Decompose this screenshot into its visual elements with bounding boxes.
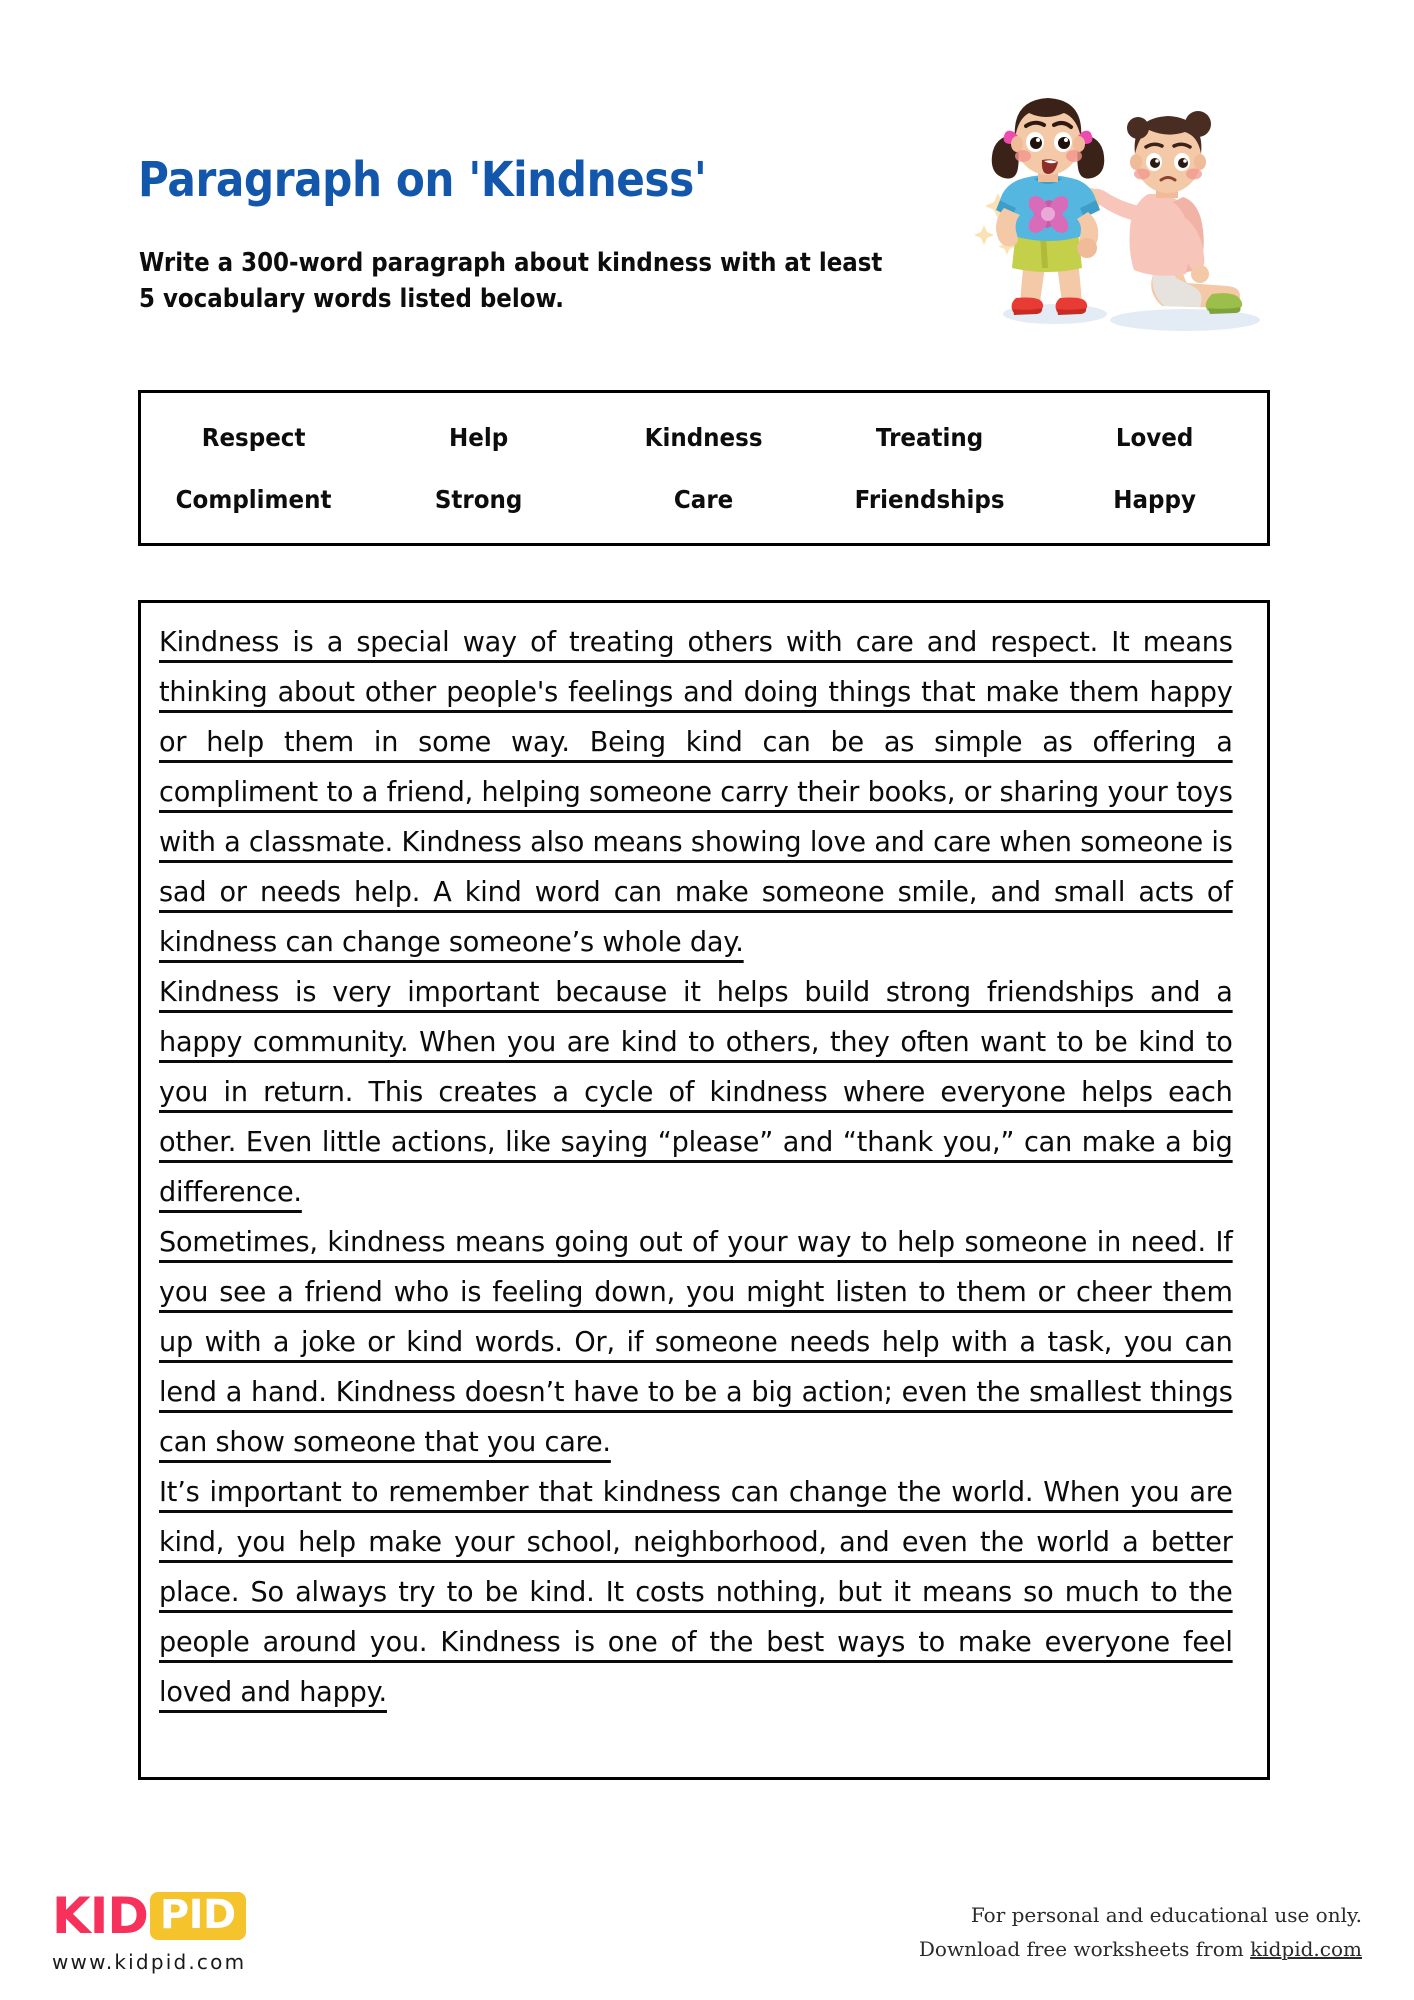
vocabulary-word: Friendships bbox=[854, 484, 1005, 514]
logo-wordmark bbox=[52, 1887, 246, 1945]
vocabulary-word: Care bbox=[674, 484, 734, 514]
answer-paragraph: Sometimes, kindness means going out of your way to help someone in need. If you see a friend who is feeling down, you might listen to them or cheer them up with a joke or kind words. Or, if someone needs help with a task, you can lend a hand. Kindness doesn’t have to be a big action; even the smallest things can show someone that you care. bbox=[159, 1226, 1233, 1458]
kidpid-website-link[interactable]: kidpid.com bbox=[1250, 1937, 1362, 1961]
page-title: Paragraph on 'Kindness' bbox=[138, 152, 707, 208]
footer-download-line bbox=[919, 1932, 1362, 1966]
answer-paragraph: Kindness is a special way of treating others with care and respect. It means thinking about other people's feelings and doing things that make them happy or help them in some way. Being kind can be as simple as offering a compliment to a friend, helping someone carry their books, or sharing your toys with a classmate. Kindness also means showing love and care when someone is sad or needs help. A kind word can make someone smile, and small acts of kindness can change someone’s whole day. bbox=[159, 626, 1233, 958]
page-footer bbox=[0, 1880, 1414, 2000]
worksheet-header bbox=[0, 0, 1414, 370]
vocabulary-word-bank bbox=[138, 390, 1270, 546]
kidpid-logo[interactable] bbox=[52, 1887, 247, 1974]
vocabulary-word: Help bbox=[449, 422, 509, 452]
vocabulary-word: Kindness bbox=[645, 422, 763, 452]
vocabulary-word: Treating bbox=[875, 422, 983, 452]
answer-paragraph: Kindness is very important because it helps build strong friendships and a happy community. When you are kind to others, they often want to be kind to you in return. This creates a cycle of kindness where everyone helps each other. Even little actions, like saying “please” and “thank you,” can make a big difference. bbox=[159, 976, 1233, 1208]
footer-usage-notes bbox=[919, 1898, 1362, 1966]
vocabulary-word: Loved bbox=[1115, 422, 1194, 452]
logo-pid-badge: PID bbox=[150, 1892, 246, 1940]
vocabulary-row bbox=[141, 468, 1267, 530]
vocabulary-word: Respect bbox=[201, 422, 306, 452]
worksheet-instructions: Write a 300-word paragraph about kindness with at least 5 vocabulary words listed below. bbox=[139, 248, 883, 315]
answer-writing-area[interactable] bbox=[138, 600, 1270, 1780]
vocabulary-word: Compliment bbox=[175, 484, 332, 514]
footer-usage-line: For personal and educational use only. bbox=[970, 1903, 1362, 1927]
vocabulary-word: Happy bbox=[1113, 484, 1196, 514]
vocabulary-word: Strong bbox=[435, 484, 523, 514]
vocabulary-row bbox=[141, 406, 1267, 468]
logo-kid-text: KID bbox=[52, 1887, 148, 1945]
two-girls-helping-illustration bbox=[960, 62, 1290, 352]
answer-paragraph: It’s important to remember that kindness can change the world. When you are kind, you help make your school, neighborhood, and even the world a better place. So always try to be kind. It costs nothing, but it means so much to the people around you. Kindness is one of the best ways to make everyone feel loved and happy. bbox=[159, 1476, 1233, 1708]
footer-download-prefix: Download free worksheets from bbox=[918, 1937, 1251, 1961]
logo-website-url: www.kidpid.com bbox=[52, 1950, 247, 1974]
